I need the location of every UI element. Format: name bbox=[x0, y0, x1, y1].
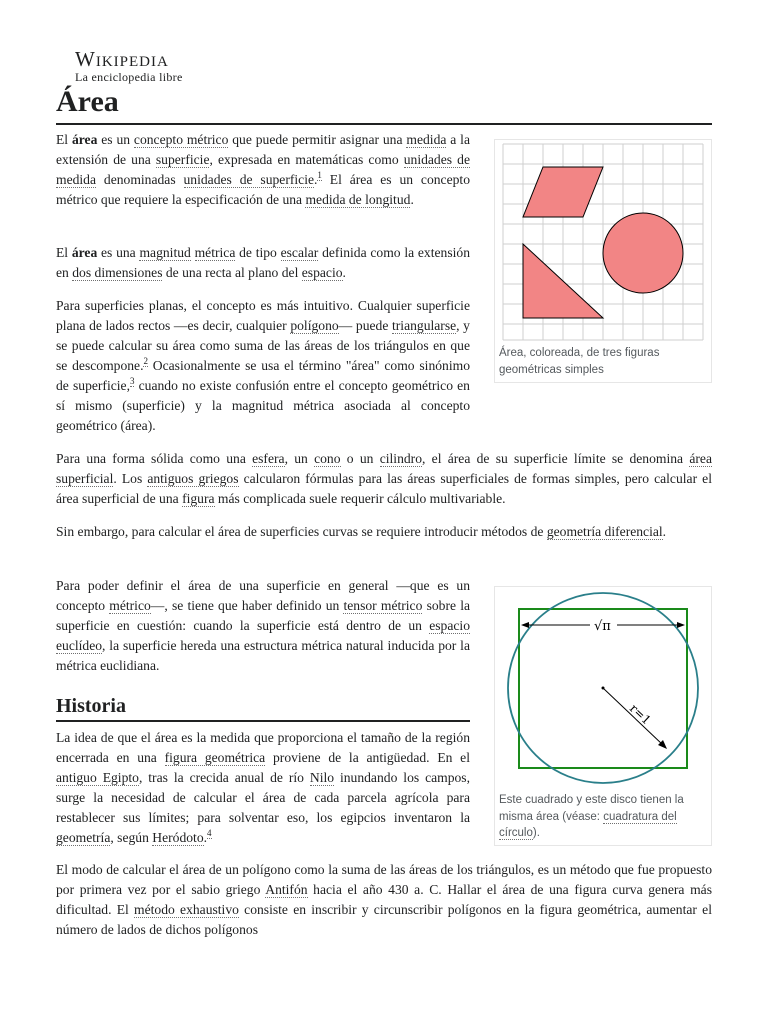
link-unidades-de-superficie[interactable]: unidades de superficie bbox=[183, 172, 314, 187]
reference-4[interactable]: 4 bbox=[207, 828, 212, 839]
link-espacio[interactable]: espacio bbox=[301, 265, 343, 280]
link-unidades-de-medida[interactable]: unidades de medida bbox=[56, 152, 470, 187]
link-superficie[interactable]: superficie bbox=[155, 152, 210, 167]
link-antifon[interactable]: Antifón bbox=[265, 882, 308, 897]
section-divider bbox=[56, 720, 470, 722]
paragraph-3: Para superficies planas, el concepto es más intuitivo. Cualquier superficie plana de lados rectos —es decir, cualquier polígono— puede triangularse, y se puede calcular su área como suma de las áreas de los triángulos en que se descompone.$^2$ Ocasionalmente se usa el término "área" como sinónimo de superficie,$^3$ cuando no existe confusión entre el concepto geométrico en sí mismo (superficie) y la magnitud métrica asociada al concepto geométrico (área). bbox=[56, 298, 470, 433]
link-poligono[interactable]: polígono bbox=[290, 318, 339, 333]
figure1-caption: Área, coloreada, de tres figuras geométricas simples bbox=[499, 347, 660, 376]
link-metrica[interactable]: métrica bbox=[194, 245, 236, 260]
paragraph-6: Para poder definir el área de una superficie en general —que es un concepto métrico—, se tiene que haber definido un tensor métrico sobre la superficie en cuestión: cuando la superficie está dentro de un espacio euclídeo, la superficie hereda una estructura métrica natural inducida por la métrica euclidiana. bbox=[56, 578, 470, 673]
logo-tagline: La enciclopedia libre bbox=[75, 70, 183, 84]
link-escalar[interactable]: escalar bbox=[280, 245, 319, 260]
link-medida[interactable]: medida bbox=[406, 132, 447, 147]
link-esfera[interactable]: esfera bbox=[252, 451, 285, 466]
link-metrico[interactable]: métrico bbox=[109, 598, 151, 613]
link-geometria[interactable]: geometría bbox=[56, 830, 111, 845]
section-heading-historia: Historia bbox=[56, 695, 126, 717]
logo-wordmark: Wikipedia bbox=[75, 47, 169, 71]
reference-3[interactable]: 3 bbox=[129, 376, 135, 387]
radius-label: r=1 bbox=[626, 701, 654, 728]
link-espacio-euclideo[interactable]: espacio euclídeo bbox=[56, 618, 470, 653]
link-tensor-metrico[interactable]: tensor métrico bbox=[343, 598, 423, 613]
reference-1[interactable]: 1 bbox=[317, 170, 322, 181]
link-metodo-exhaustivo[interactable]: método exhaustivo bbox=[134, 902, 239, 917]
figure-area-shapes bbox=[494, 139, 712, 383]
arrowhead-right bbox=[677, 622, 685, 628]
link-herodoto[interactable]: Heródoto bbox=[152, 830, 204, 845]
title-divider bbox=[56, 123, 712, 125]
link-figura[interactable]: figura bbox=[182, 491, 215, 506]
link-area-superficial[interactable]: área superficial bbox=[56, 451, 712, 486]
link-figura-geometrica[interactable]: figura geométrica bbox=[164, 750, 266, 765]
page-title: Área bbox=[56, 85, 119, 118]
figure2-caption: Este cuadrado y este disco tienen la misma área (véase: cuadratura del círculo). bbox=[499, 794, 684, 839]
center-dot bbox=[602, 687, 605, 690]
wikipedia-logo[interactable] bbox=[75, 48, 183, 84]
squaring-circle-image[interactable] bbox=[495, 587, 711, 791]
sqrt-pi-label: √π bbox=[594, 619, 611, 634]
paragraph-5: Sin embargo, para calcular el área de superficies curvas se requiere introducir métodos de geometría diferencial. bbox=[56, 524, 667, 539]
reference-2[interactable]: 2 bbox=[143, 356, 148, 367]
link-antiguos-griegos[interactable]: antiguos griegos bbox=[147, 471, 239, 486]
link-antiguo-egipto[interactable]: antiguo Egipto bbox=[56, 770, 139, 785]
figure-squaring-circle bbox=[494, 586, 712, 846]
link-nilo[interactable]: Nilo bbox=[309, 770, 335, 785]
circle-shape bbox=[603, 213, 683, 293]
link-cuadratura-del-circulo[interactable]: cuadratura del círculo bbox=[499, 810, 677, 839]
parallelogram-shape bbox=[523, 167, 603, 217]
link-magnitud[interactable]: magnitud bbox=[139, 245, 191, 260]
paragraph-8: El modo de calcular el área de un polígono como la suma de las áreas de los triángulos, es un método que fue propuesto por primera vez por el sabio griego Antifón hacia el año 430 a. C. Hallar el área de una figura curva genera más dificultad. El método exhaustivo consiste en inscribir y circunscribir polígonos en la figura geométrica, aumentar el número de lados de dichos polígonos bbox=[56, 862, 712, 937]
paragraph-7: La idea de que el área es la medida que proporciona el tamaño de la región encerrada en una figura geométrica proviene de la antigüedad. En el antiguo Egipto, tras la crecida anual de río Nilo inundando los campos, surge la necesidad de calcular el área de cada parcela agrícola para restablecer sus límites; para solventar eso, los egipcios inventaron la geometría, según Heródoto.$^4$ bbox=[56, 730, 470, 845]
link-dos-dimensiones[interactable]: dos dimensiones bbox=[72, 265, 163, 280]
link-geometria-diferencial[interactable]: geometría diferencial bbox=[546, 524, 663, 539]
paragraph-4: Para una forma sólida como una esfera, un cono o un cilindro, el área de su superficie límite se denomina área superficial. Los antiguos griegos calcularon fórmulas para las áreas superficiales de formas simples, pero calcular el área superficial de una figura más complicada suele requerir cálculo multivariable. bbox=[56, 451, 712, 506]
link-concepto-metrico[interactable]: concepto métrico bbox=[133, 132, 229, 147]
link-cono[interactable]: cono bbox=[314, 451, 341, 466]
link-medida-de-longitud[interactable]: medida de longitud bbox=[305, 192, 411, 207]
arrowhead-left bbox=[521, 622, 529, 628]
area-shapes-image[interactable] bbox=[495, 140, 711, 344]
link-cilindro[interactable]: cilindro bbox=[379, 451, 422, 466]
link-triangularse[interactable]: triangularse bbox=[391, 318, 457, 333]
paragraph-1: El área es un concepto métrico que puede permitir asignar una medida a la extensión de una superficie, expresada en matemáticas como unidades de medida denominadas unidades de superficie.$^1$ El área es un concepto métrico que requiere la especificación de una medida de longitud. bbox=[56, 132, 470, 207]
paragraph-2: El área es una magnitud métrica de tipo escalar definida como la extensión en dos dimensiones de una recta al plano del espacio. bbox=[56, 245, 470, 280]
